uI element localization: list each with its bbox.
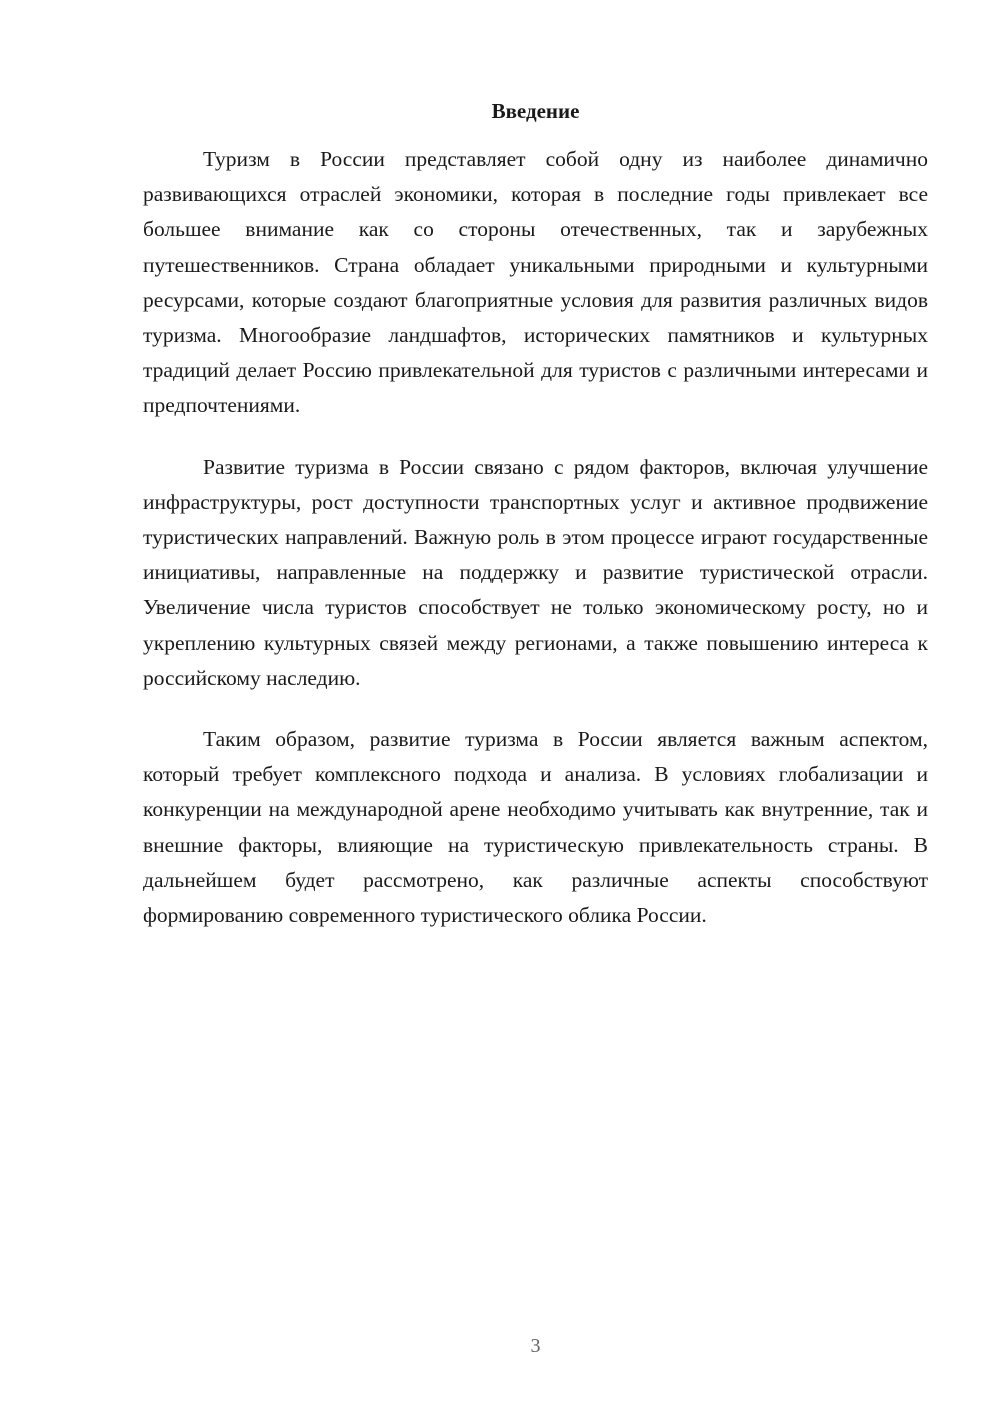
page-number: 3 [530,1335,541,1357]
paragraph-3: Таким образом, развитие туризма в России является важным аспектом, который требует комплексного подхода и анализа. В условиях глобализации и конкуренции на международной арене необходимо учитывать как внутренние, так и внешние факторы, влияющие на туристическую привлекательность страны. В дальнейшем будет рассмотрено, как различные аспекты способствуют формированию современного туристического облика России. [143,727,928,928]
section-title: Введение [491,99,580,123]
body-text [143,142,928,959]
paragraph-1: Туризм в России представляет собой одну из наиболее динамично развивающихся отраслей экономики, которая в последние годы привлекает все большее внимание как со стороны отечественных, так и зарубежных путешественников. Страна обладает уникальными природными и культурными ресурсами, которые создают благоприятные условия для развития различных видов туризма. Многообразие ландшафтов, исторических памятников и культурных традиций делает Россию привлекательной для туристов с различными интересами и предпочтениями. [143,147,928,418]
paragraph-2: Развитие туризма в России связано с рядом факторов, включая улучшение инфраструктуры, рост доступности транспортных услуг и активное продвижение туристических направлений. Важную роль в этом процессе играют государственные инициативы, направленные на поддержку и развитие туристической отрасли. Увеличение числа туристов способствует не только экономическому росту, но и укреплению культурных связей между регионами, а также повышению интереса к российскому наследию. [143,454,928,690]
